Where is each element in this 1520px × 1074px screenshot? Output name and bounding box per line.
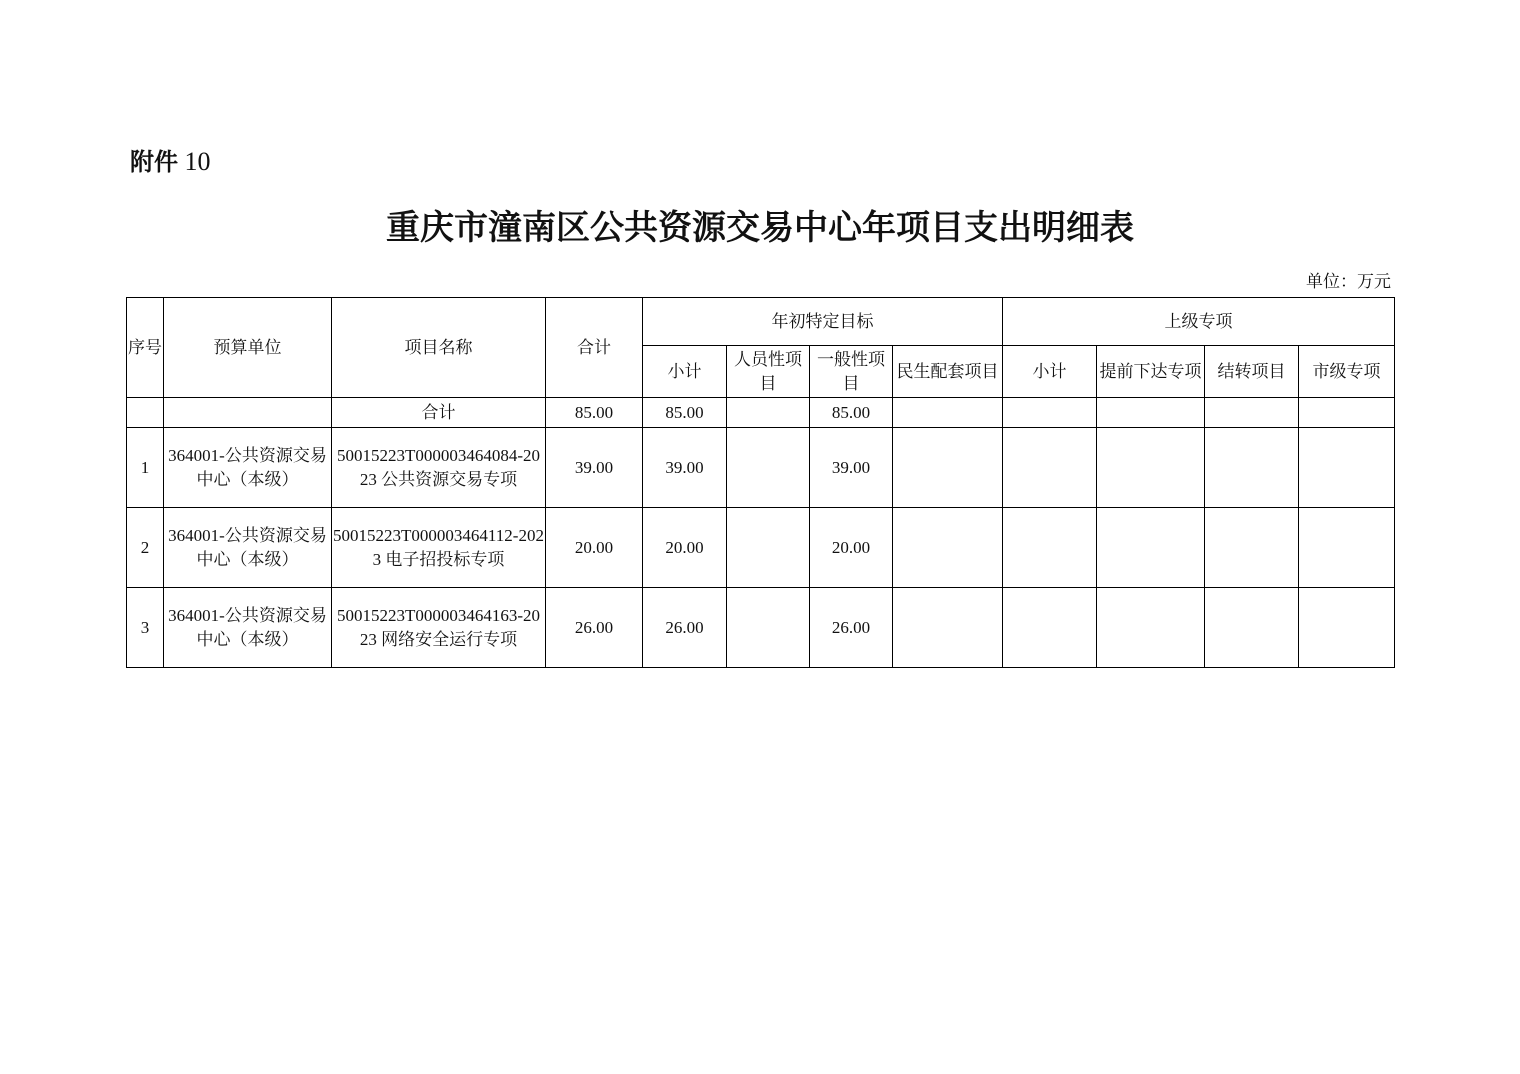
row-personnel — [727, 588, 810, 668]
row-budget-unit: 364001-公共资源交易中心（本级） — [164, 428, 332, 508]
table-body — [127, 398, 1395, 668]
header-superior-subtotal: 小计 — [1003, 346, 1097, 398]
header-seq: 序号 — [127, 298, 164, 398]
row-seq: 3 — [127, 588, 164, 668]
row-budget-unit: 364001-公共资源交易中心（本级） — [164, 508, 332, 588]
table-row — [127, 428, 1395, 508]
header-city-special: 市级专项 — [1299, 346, 1395, 398]
row-annual-subtotal: 26.00 — [643, 588, 727, 668]
total-row-livelihood — [893, 398, 1003, 428]
total-row-unit — [164, 398, 332, 428]
row-seq: 2 — [127, 508, 164, 588]
total-row-total: 85.00 — [546, 398, 643, 428]
row-livelihood — [893, 508, 1003, 588]
attachment-word: 附件 — [130, 148, 178, 176]
row-livelihood — [893, 588, 1003, 668]
row-advance — [1097, 508, 1205, 588]
header-advance-special: 提前下达专项 — [1097, 346, 1205, 398]
header-personnel-projects: 人员性项目 — [727, 346, 810, 398]
attachment-number: 10 — [184, 147, 211, 176]
row-superior-subtotal — [1003, 508, 1097, 588]
row-city — [1299, 508, 1395, 588]
row-general: 20.00 — [810, 508, 893, 588]
row-city — [1299, 588, 1395, 668]
header-livelihood-projects: 民生配套项目 — [893, 346, 1003, 398]
row-project-name: 50015223T000003464084-2023 公共资源交易专项 — [332, 428, 546, 508]
unit-note: 单位：万元 — [1306, 272, 1391, 291]
total-row-seq — [127, 398, 164, 428]
table-row — [127, 508, 1395, 588]
total-row-carryover — [1205, 398, 1299, 428]
header-project-name: 项目名称 — [332, 298, 546, 398]
row-personnel — [727, 508, 810, 588]
total-row — [127, 398, 1395, 428]
table-row — [127, 588, 1395, 668]
row-superior-subtotal — [1003, 588, 1097, 668]
total-row-general: 85.00 — [810, 398, 893, 428]
row-carryover — [1205, 508, 1299, 588]
row-seq: 1 — [127, 428, 164, 508]
header-budget-unit: 预算单位 — [164, 298, 332, 398]
row-project-name: 50015223T000003464112-2023 电子招投标专项 — [332, 508, 546, 588]
attachment-label — [130, 146, 211, 178]
header-annual-subtotal: 小计 — [643, 346, 727, 398]
header-group-superior-special: 上级专项 — [1003, 298, 1395, 346]
row-general: 26.00 — [810, 588, 893, 668]
total-row-label: 合计 — [332, 398, 546, 428]
header-general-projects: 一般性项目 — [810, 346, 893, 398]
header-carryover-projects: 结转项目 — [1205, 346, 1299, 398]
row-carryover — [1205, 588, 1299, 668]
row-carryover — [1205, 428, 1299, 508]
row-city — [1299, 428, 1395, 508]
header-row-1 — [127, 298, 1395, 346]
row-advance — [1097, 588, 1205, 668]
row-superior-subtotal — [1003, 428, 1097, 508]
row-budget-unit: 364001-公共资源交易中心（本级） — [164, 588, 332, 668]
row-personnel — [727, 428, 810, 508]
document-title: 重庆市潼南区公共资源交易中心年项目支出明细表 — [386, 208, 1134, 248]
row-advance — [1097, 428, 1205, 508]
row-project-name: 50015223T000003464163-2023 网络安全运行专项 — [332, 588, 546, 668]
total-row-superior-subtotal — [1003, 398, 1097, 428]
total-row-annual-subtotal: 85.00 — [643, 398, 727, 428]
header-group-annual-targets: 年初特定目标 — [643, 298, 1003, 346]
row-annual-subtotal: 20.00 — [643, 508, 727, 588]
row-livelihood — [893, 428, 1003, 508]
row-annual-subtotal: 39.00 — [643, 428, 727, 508]
header-total: 合计 — [546, 298, 643, 398]
total-row-advance — [1097, 398, 1205, 428]
row-general: 39.00 — [810, 428, 893, 508]
row-total: 26.00 — [546, 588, 643, 668]
expenditure-table — [126, 297, 1395, 668]
row-total: 39.00 — [546, 428, 643, 508]
row-total: 20.00 — [546, 508, 643, 588]
total-row-personnel — [727, 398, 810, 428]
total-row-city — [1299, 398, 1395, 428]
table-header — [127, 298, 1395, 398]
